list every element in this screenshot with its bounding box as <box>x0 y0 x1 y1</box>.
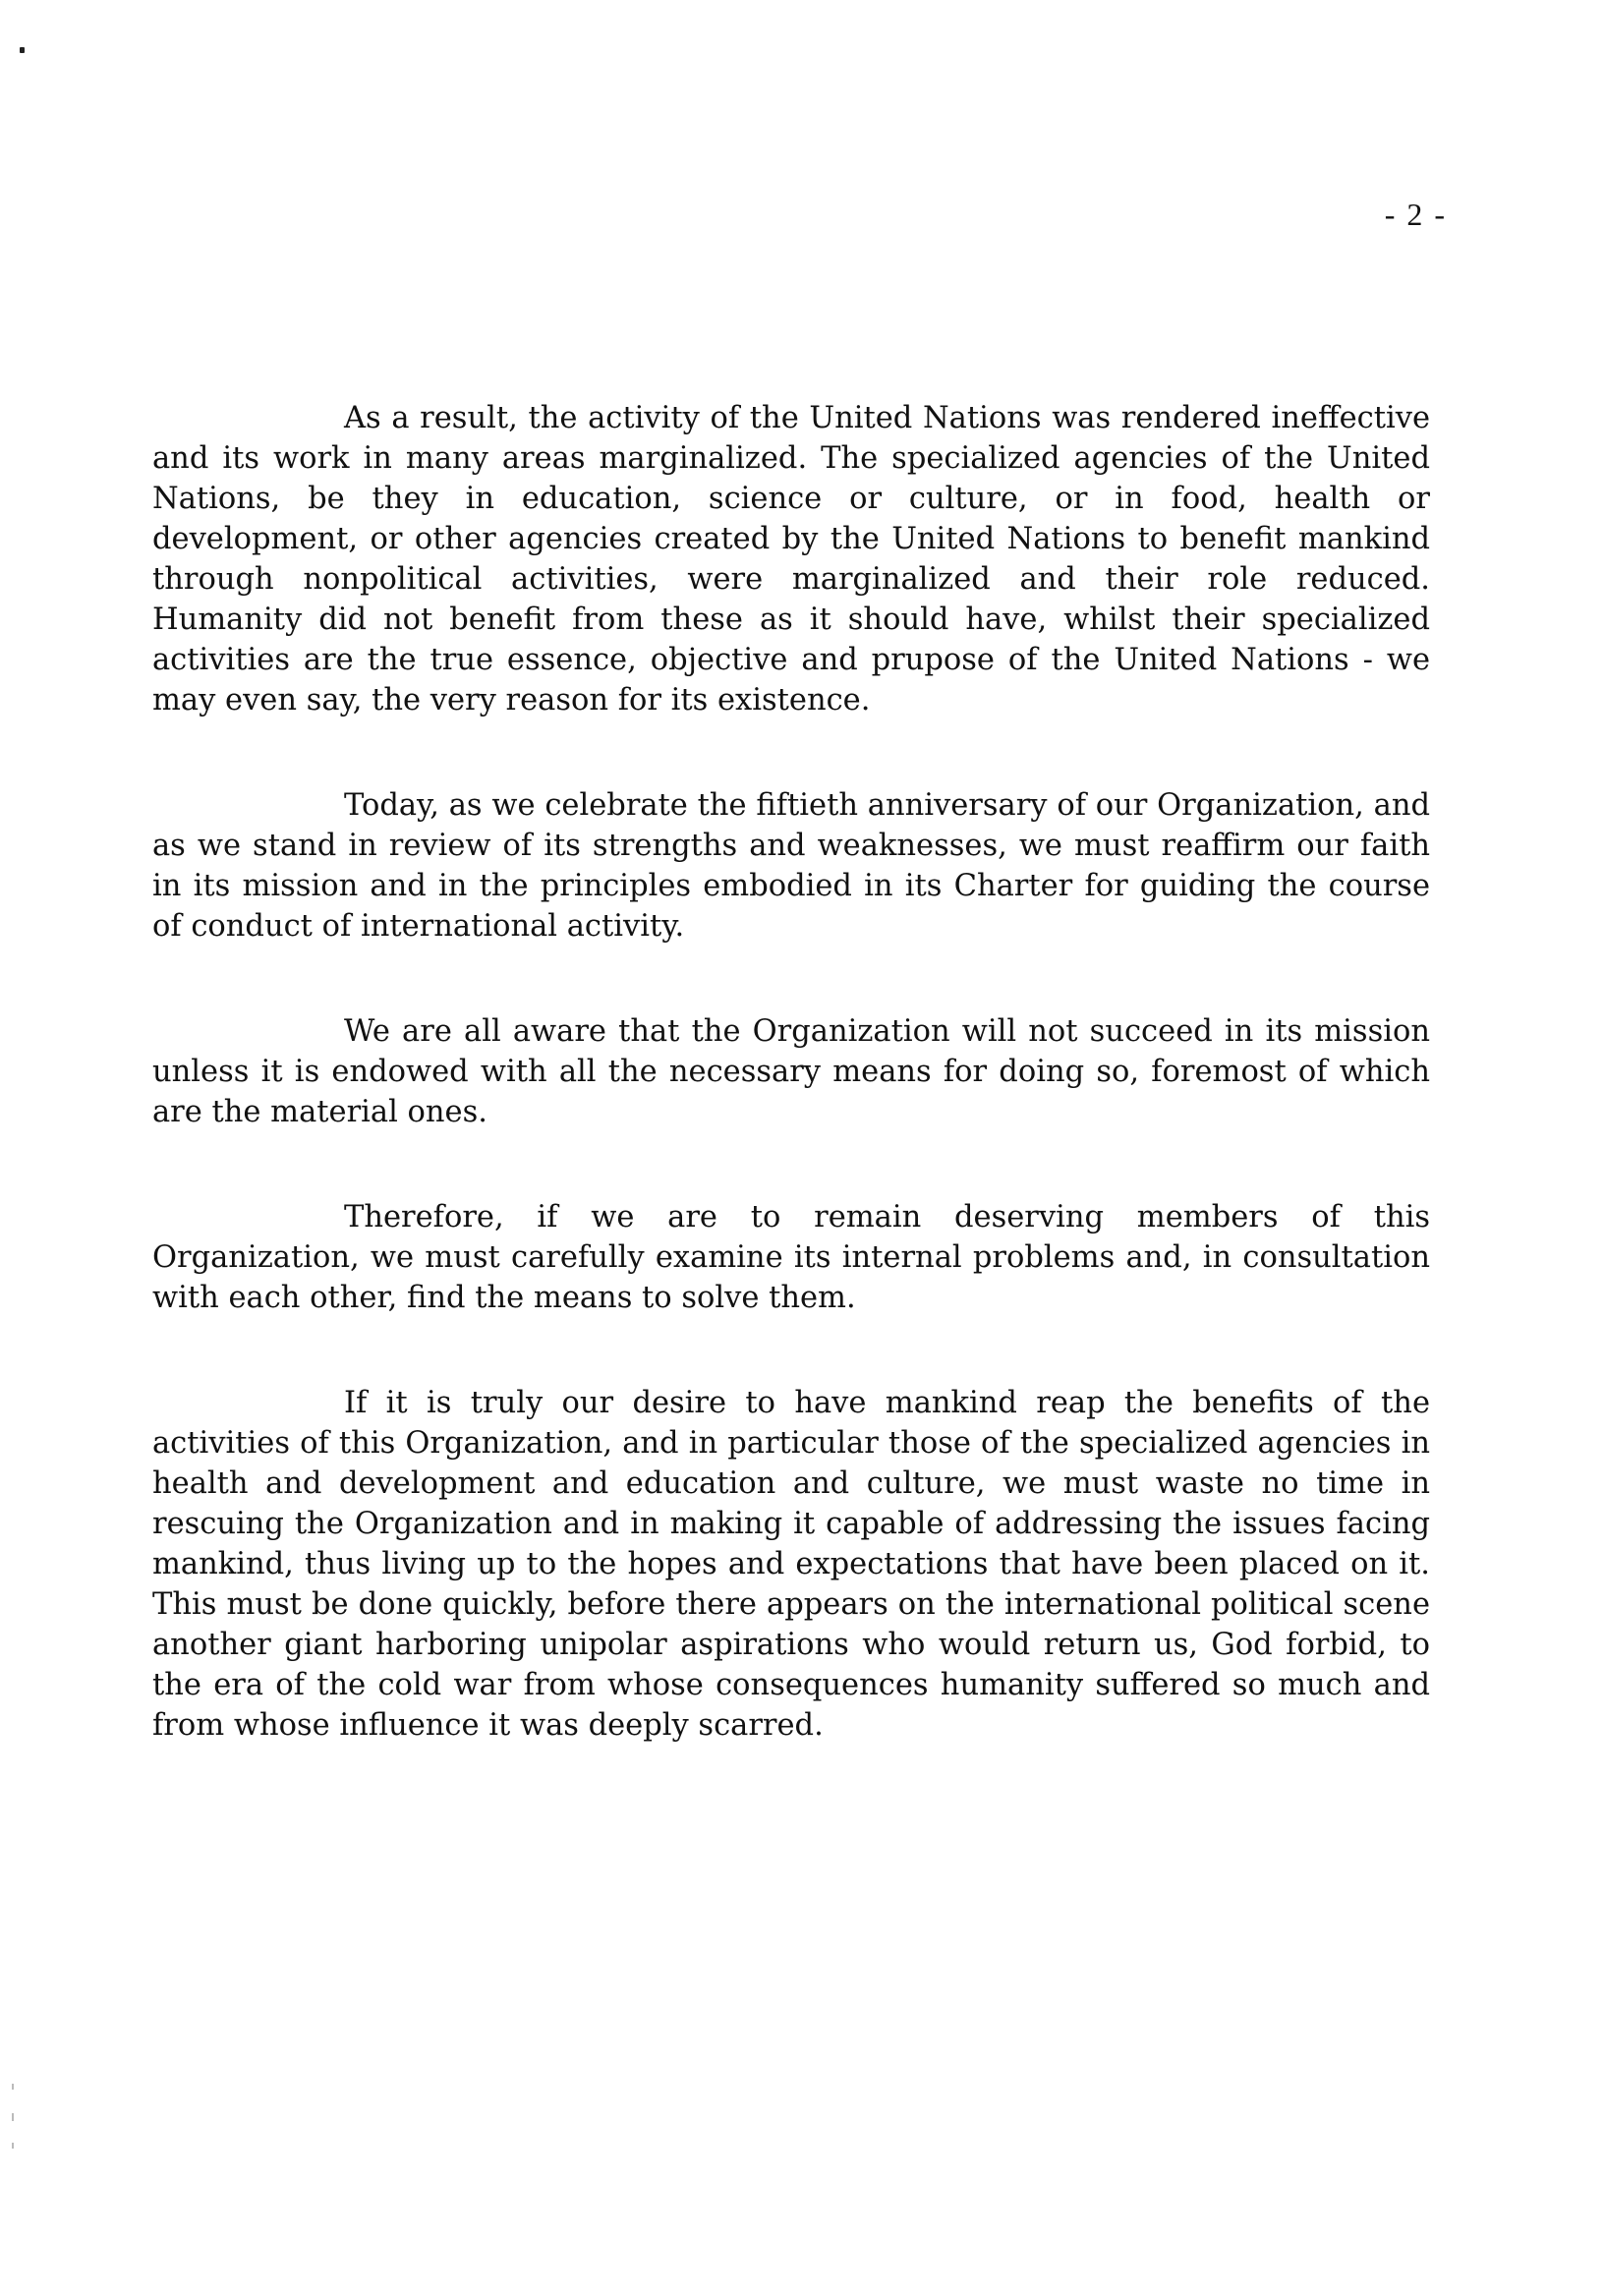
paragraph: If it is truly our desire to have mankind reap the benefits of the activities of this Organization, and in particular those of the specialized agencies in health and development and education and culture, we must waste no time in rescuing the Organization and in making it capable of addressing the issues facing mankind, thus living up to the hopes and expectations that have been placed on it. This must be done quickly, before there appears on the international political scene another giant harboring unipolar aspirations who would return us, God forbid, to the era of the cold war from whose consequences humanity suffered so much and from whose influence it was deeply scarred. <box>152 1386 1430 1743</box>
scan-artifact-mark <box>12 2084 14 2090</box>
scan-artifact-mark <box>12 2143 14 2149</box>
paragraph: As a result, the activity of the United Nations was rendered ineffective and its work in many areas marginalized. The specialized agencies of the United Nations, be they in education, science or culture, or in food, health or development, or other agencies created by the United Nations to benefit mankind through nonpolitical activities, were marginalized and their role reduced. Humanity did not benefit from these as it should have, whilst their specialized activities are the true essence, objective and prupose of the United Nations - we may even say, the very reason for its existence. <box>152 401 1430 718</box>
paragraph: We are all aware that the Organization will not succeed in its mission unless it is endowed with all the necessary means for doing so, foremost of which are the material ones. <box>152 1014 1430 1129</box>
page-number: - 2 - <box>1384 197 1447 232</box>
scan-artifact-mark <box>20 47 25 53</box>
paragraph: Today, as we celebrate the fiftieth anniversary of our Organization, and as we stand in review of its strengths and weaknesses, we must reaffirm our faith in its mission and in the principles embodied in its Charter for guiding the course of conduct of international activity. <box>152 788 1430 944</box>
document-body <box>152 398 1430 1810</box>
paragraph: Therefore, if we are to remain deserving members of this Organization, we must carefully examine its internal problems and, in consultation with each other, find the means to solve them. <box>152 1200 1430 1315</box>
scan-artifact-mark <box>12 2113 14 2121</box>
